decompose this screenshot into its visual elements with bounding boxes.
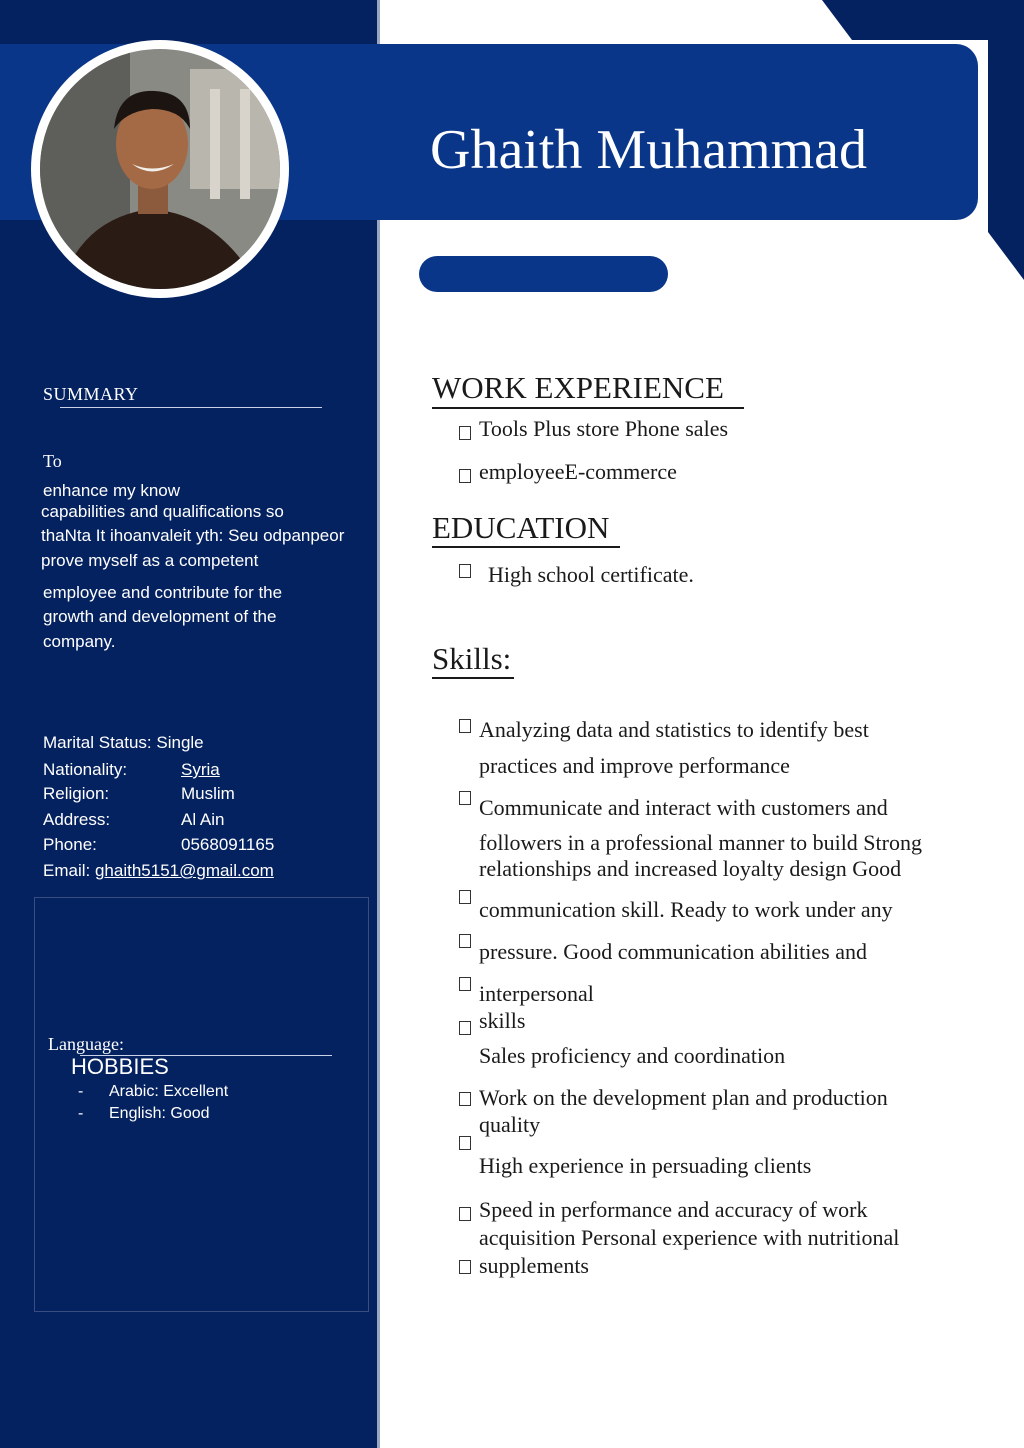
skill-line: acquisition Personal experience with nutritional (479, 1225, 900, 1250)
address-value: Al Ain (181, 810, 225, 829)
education-item: High school certificate. (488, 562, 694, 587)
summary-line: capabilities and qualifications so (41, 502, 284, 521)
address-label: Address: (43, 810, 111, 829)
checkbox-icon (459, 1207, 471, 1221)
language-heading: Language: (48, 1034, 124, 1054)
summary-line: growth and development of the (43, 607, 277, 626)
skill-line: Communicate and interact with customers and (479, 795, 888, 820)
checkbox-icon (459, 1021, 471, 1035)
summary-line: company. (43, 632, 116, 651)
summary-line: enhance my know (43, 481, 181, 500)
summary-line: To (43, 451, 62, 471)
work-item: employeeE-commerce (479, 459, 677, 484)
skills-divider (432, 677, 514, 679)
checkbox-icon (459, 719, 471, 733)
marital-status: Marital Status: Single (43, 733, 204, 752)
nationality-label: Nationality: (43, 760, 128, 779)
checkbox-icon (459, 890, 471, 904)
skill-line: Work on the development plan and production (479, 1085, 888, 1110)
skill-line: practices and improve performance (479, 753, 790, 778)
checkbox-icon (459, 1136, 471, 1150)
checkbox-icon (459, 791, 471, 805)
checkbox-icon (459, 1260, 471, 1274)
hobbies-heading: HOBBIES (71, 1054, 169, 1079)
work-heading: WORK EXPERIENCE (432, 370, 724, 405)
language-item: English: Good (109, 1105, 210, 1122)
summary-line: prove myself as a competent (41, 551, 259, 570)
profile-photo (40, 49, 280, 289)
skill-line: relationships and increased loyalty design Good (479, 856, 902, 881)
email-row (43, 861, 284, 881)
checkbox-icon (459, 564, 471, 578)
summary-heading: SUMMARY (43, 384, 139, 404)
checkbox-icon (459, 426, 471, 440)
skill-line: Sales proficiency and coordination (479, 1043, 786, 1068)
checkbox-icon (459, 1092, 471, 1106)
work-item: Tools Plus store Phone sales (479, 416, 729, 441)
phone-label: Phone: (43, 835, 97, 854)
skill-line: Speed in performance and accuracy of work (479, 1197, 868, 1222)
nationality-value: Syria (181, 760, 220, 779)
skill-line: pressure. Good communication abilities and (479, 939, 867, 964)
skill-line: supplements (479, 1253, 589, 1278)
skill-line: Analyzing data and statistics to identify best (479, 717, 869, 742)
skill-line: skills (479, 1008, 526, 1033)
email-label: Email: (43, 861, 95, 880)
skill-line: High experience in persuading clients (479, 1153, 812, 1178)
skill-line: interpersonal (479, 981, 594, 1006)
checkbox-icon (459, 934, 471, 948)
work-divider (432, 407, 744, 409)
checkbox-icon (459, 977, 471, 991)
checkbox-icon (459, 469, 471, 483)
religion-value: Muslim (181, 784, 235, 803)
candidate-name: Ghaith Muhammad (430, 119, 868, 181)
skill-line: communication skill. Ready to work under any (479, 897, 893, 922)
skill-line: followers in a professional manner to build Strong (479, 830, 922, 855)
phone-value: 0568091165 (181, 835, 275, 854)
summary-line: thaNta It ihoanvaleit yth: Seu odpanpeor (41, 526, 345, 545)
education-divider (432, 546, 620, 548)
skills-heading: Skills: (432, 641, 512, 676)
education-heading: EDUCATION (432, 510, 610, 545)
decorative-pill (419, 256, 668, 292)
language-item: Arabic: Excellent (109, 1083, 229, 1100)
religion-label: Religion: (43, 784, 110, 803)
summary-divider (60, 407, 322, 408)
summary-line: employee and contribute for the (43, 583, 283, 602)
language-bullet: - (78, 1083, 84, 1100)
email-link[interactable]: ghaith5151@gmail.com (94, 861, 274, 880)
skill-line: quality (479, 1112, 541, 1137)
language-bullet: - (78, 1105, 84, 1122)
